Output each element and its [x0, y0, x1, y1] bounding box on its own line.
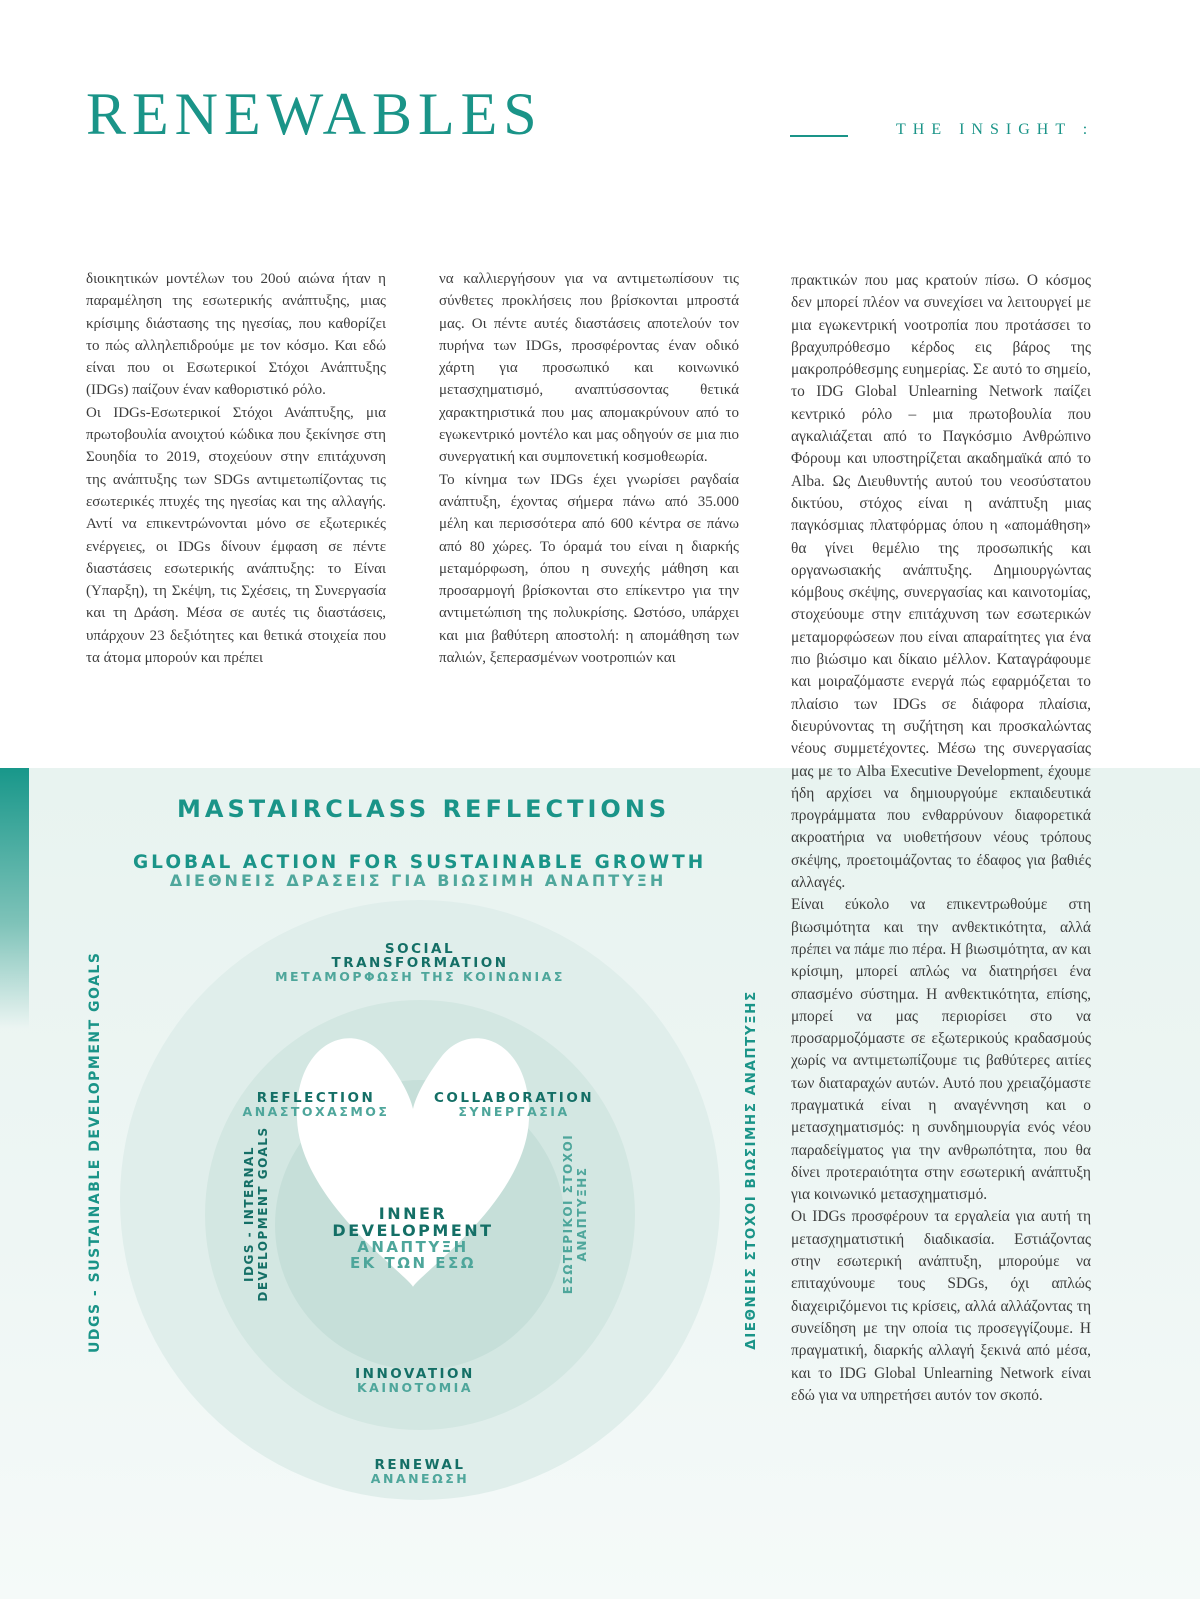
infographic-subtitle-gr: ΔΙΕΘΝΕΙΣ ΔΡΑΣΕΙΣ ΓΙΑ ΒΙΩΣΙΜΗ ΑΝΑΠΤΥΞΗ	[169, 871, 667, 890]
renewal-label: RENEWAL ΑΝΑΝΕΩΣΗ	[370, 1457, 470, 1486]
idgs-label: IDGS - INTERNAL DEVELOPMENT GOALS	[242, 1126, 270, 1302]
paragraph: πρακτικών που μας κρατούν πίσω. Ο κόσμος δεν μπορεί πλέον να συνεχίσει να λειτουργεί με μια εγωκεντρική νοοτροπία που προτάσσει το βραχυπρόθεσμο κέρδος εις βάρος της μακροπρόθεσμης ευημερίας. Σε αυτό το σημείο, το IDG Global Unlearning Network παίζει κεντρικό ρόλο – μια πρωτοβουλία που αγκαλιάζεται από το Παγκόσμιο Ανθρώπινο Φόρουμ και υποστηρίζεται ακαδημαϊκά από το Alba. Ως Διευθυντής αυτού του νεοσύστατου δικτύου, στόχος είναι η ανάπτυξη μιας παγκόσμιας πλατφόρμας όπου η «απομάθηση» θα γίνει θεμέλιο της προσωπικής και οργανωσιακής ανάπτυξης. Δημιουργώντας κόμβους σκέψης, συνεργασίας και καινοτομίας, στοχεύουμε στην επιτάχυνση των εσωτερικών μεταμορφώσεων που είναι απαραίτητες για ένα πιο βιώσιμο και δίκαιο μέλλον. Καταγράφουμε και μοιραζόμαστε ενεργά πώς εφαρμόζεται το πλαίσιο των IDGs σε διάφορα πλαίσια, διευρύνοντας τη συζήτηση και προσκαλώντας νέους συμμετέχοντες. Μέσω της συνεργασίας μας με το Alba Executive Development, έχουμε ήδη αρχίσει να δημιουργούμε εκπαιδευτικά προγράμματα που ενθαρρύνουν διαφορετικά ακροατήρια να υιοθετήσουν νέους τρόπους σκέψης, προετοιμάζοντας το έδαφος για βαθιές αλλαγές.	[791, 272, 1091, 892]
idg-diagram	[0, 900, 780, 1500]
infographic-title: MASTAIRCLASS REFLECTIONS	[177, 795, 671, 823]
collaboration-label: COLLABORATION ΣΥΝΕΡΓΑΣΙΑ	[434, 1090, 595, 1119]
social-transformation-label: SOCIAL TRANSFORMATION ΜΕΤΑΜΟΡΦΩΣΗ ΤΗΣ ΚΟΙΝΩΝΙΑΣ	[275, 941, 565, 984]
paragraph: Το κίνημα των IDGs έχει γνωρίσει ραγδαία ανάπτυξη, έχοντας σήμερα πάνω από 35.000 μέλη και περισσότερα από 600 κέντρα σε πάνω από 80 χώρες. Το όραμά του είναι η διαρκής μεταμόρφωση, όπου η συνεχής μάθηση και προσαρμογή βρίσκονται στο επίκεντρο για την αντιμετώπιση της πολυκρίσης. Ωστόσο, υπάρχει και μια βαθύτερη αποστολή: η απομάθηση των παλιών, ξεπερασμένων νοοτροπιών και	[439, 471, 739, 667]
paragraph: Οι IDGs προσφέρουν τα εργαλεία για αυτή τη μετασχηματιστική διαδικασία. Εστιάζοντας στην εσωτερική ανάπτυξη, μπορούμε να επιταχύνουμε τους SDGs, όχι απλώς διαχειριζόμενοι τις κρίσεις, αλλά αλλάζοντας τη συνείδηση με την οποία τις προσεγγίζουμε. Η πραγματική, διαρκής αλλαγή ξεκινά από μέσα, και το IDG Global Unlearning Network είναι εδώ για να υπηρετήσει αυτόν τον σκοπό.	[791, 1208, 1091, 1404]
outer-right-label: ΔΙΕΘΝΕΙΣ ΣΤΟΧΟΙ ΒΙΩΣΙΜΗΣ ΑΝΑΠΤΥΞΗΣ	[743, 990, 759, 1350]
diagram-circles	[0, 900, 780, 1500]
infographic-subtitle-en: GLOBAL ACTION FOR SUSTAINABLE GROWTH	[133, 852, 707, 873]
outer-left-label: UDGS - SUSTAINABLE DEVELOPMENT GOALS	[87, 951, 103, 1353]
paragraph: Οι IDGs-Εσωτερικοί Στόχοι Ανάπτυξης, μια πρωτοβουλία ανοιχτού κώδικα που ξεκίνησε στη Σουηδία το 2019, στοχεύουν στην επιτάχυνση της ανάπτυξης των SDGs αντιμετωπίζοντας τις εσωτερικές πτυχές της ηγεσίας και της αλλαγής. Αντί να επικεντρώνονται μόνο σε εξωτερικές ενέργειες, οι IDGs δίνουν έμφαση σε πέντε διαστάσεις εσωτερικής ανάπτυξης: το Είναι (Υπαρξη), τη Σκέψη, τις Σχέσεις, τη Συνεργασία και τη Δράση. Μέσα σε αυτές τις διαστάσεις, υπάρχουν 23 δεξιότητες και θετικά στοιχεία που τα άτομα μπορούν και πρέπει	[86, 404, 386, 667]
section-label: THE INSIGHT :	[896, 121, 1095, 138]
article-column-1	[86, 268, 386, 669]
paragraph: Είναι εύκολο να επικεντρωθούμε στη βιωσιμότητα και την ανθεκτικότητα, αλλά πρέπει να πάμε πιο πέρα. Η βιωσιμότητα, αν και κρίσιμη, μπορεί απλώς να διατηρήσει ένα σπασμένο σύστημα. Η ανθεκτικότητα, επίσης, μπορεί να μας περιορίσει στο να προσαρμοζόμαστε σε εξωτερικούς κραδασμούς χωρίς να αντιμετωπίζουμε τις βαθύτερες αιτίες των διαταραχών αυτών. Αυτό που χρειαζόμαστε πραγματικά είναι η αναγέννηση και ο μετασχηματισμός: η συνδημιουργία ενός νέου παραδείγματος για την ανθρωπότητα, που θα δίνει προτεραιότητα στην εσωτερική ανάπτυξη για κοινωνικό μετασχηματισμό.	[791, 896, 1091, 1204]
esoterikoi-label: ΕΣΩΤΕΡΙΚΟΙ ΣΤΟΧΟΙ ΑΝΑΠΤΥΞΗΣ	[561, 1133, 589, 1295]
inner-development-label: INNER DEVELOPMENT ΑΝΑΠΤΥΞΗ ΕΚ ΤΩΝ ΕΣΩ	[332, 1204, 494, 1272]
reflection-label: REFLECTION ΑΝΑΣΤΟΧΑΣΜΟΣ	[242, 1090, 390, 1119]
innovation-label: INNOVATION ΚΑΙΝΟΤΟΜΙΑ	[355, 1366, 475, 1395]
paragraph: διοικητικών μοντέλων του 20ού αιώνα ήταν η παραμέληση της εσωτερικής ανάπτυξης, μιας κρίσιμης διάστασης της ηγεσίας, που καθορίζει το πώς αλληλεπιδρούμε με τον κόσμο. Και εδώ είναι που οι Εσωτερικοί Στόχοι Ανάπτυξης (IDGs) παίζουν έναν καθοριστικό ρόλο.	[86, 271, 386, 399]
section-rule	[790, 135, 848, 137]
article-column-2	[439, 268, 739, 669]
masthead: RENEWABLES	[86, 81, 543, 147]
article-column-3	[791, 270, 1091, 1407]
paragraph: να καλλιεργήσουν για να αντιμετωπίσουν τις σύνθετες προκλήσεις που βρίσκονται μπροστά μας. Οι πέντε αυτές διαστάσεις αποτελούν τον πυρήνα των IDGs, προσφέροντας έναν οδικό χάρτη για προσωπικό και κοινωνικό μετασχηματισμό, αναπτύσσοντας θετικά χαρακτηριστικά που μας απομακρύνουν από το εγωκεντρικό μοντέλο και μας οδηγούν σε μια πιο συνεργατική και συμπονετική κοσμοθεωρία.	[439, 271, 739, 466]
